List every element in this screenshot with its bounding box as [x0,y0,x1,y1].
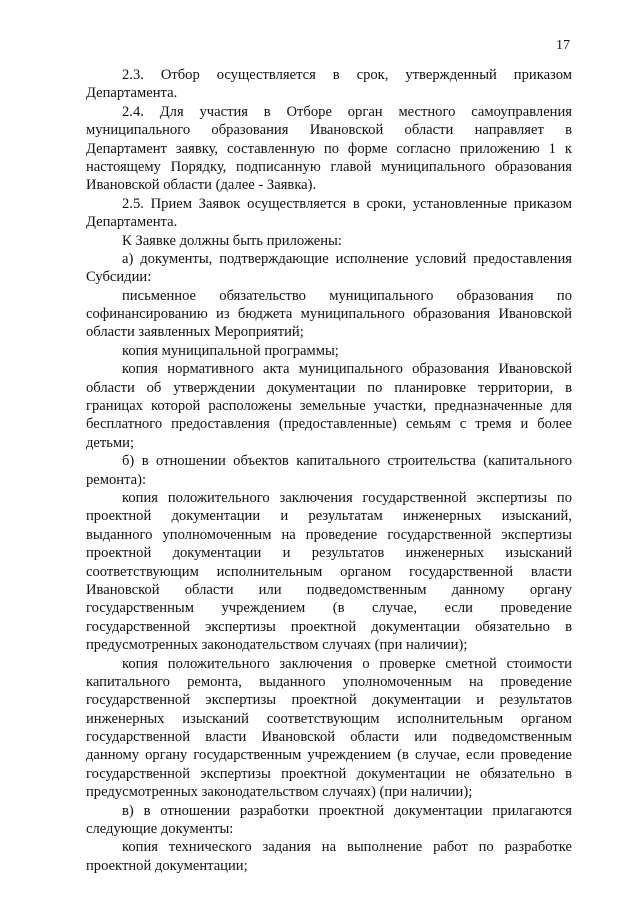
paragraph-line: 2.4. Для участия в Отборе орган местного самоуправления [122,103,572,120]
paragraph [86,802,572,839]
paragraph [86,250,572,287]
paragraph-line: государственной экспертизы проектной документации и результатов [86,692,572,709]
paragraph [86,287,572,342]
paragraph-line: Ивановской области (далее - Заявка). [86,177,317,194]
paragraph [86,195,572,232]
paragraph [86,452,572,489]
paragraph-line: выданного уполномоченным на проведение государственной экспертизы [86,526,572,543]
paragraph-line: Департамент заявку, составленную по форме согласно приложению 1 к [86,140,572,157]
paragraph-line: копия положительного заключения о проверке сметной стоимости [122,655,572,672]
paragraph-line: софинансированию из бюджета муниципального образования Ивановской [86,306,572,323]
paragraph-line: бесплатного предоставления (предоставленные) семьям с тремя и более [86,416,572,433]
paragraph-line: предусмотренных законодательством случаях) (при наличии); [86,784,473,801]
paragraph-line: копия технического задания на выполнение работ по разработке [122,839,572,856]
paragraph [86,489,572,655]
page-number: 17 [556,38,570,53]
paragraph [86,232,572,250]
paragraph-line: государственным учреждением (в случае, если проведение [86,600,572,617]
paragraph-line: Департамента. [86,214,178,231]
paragraph-line: проектной документации и результатов инженерных изысканий [86,545,572,562]
paragraph-line: предусмотренных законодательством случаях (при наличии); [86,637,468,654]
paragraph-line: копия муниципальной программы; [122,342,339,359]
paragraph-line: а) документы, подтверждающие исполнение условий предоставления [122,250,572,267]
paragraph-line: государственной власти Ивановской области или подведомственным [86,729,572,746]
paragraph-line: Субсидии: [86,269,152,286]
paragraph-line: проектной документации; [86,857,248,874]
paragraph-line: настоящему Порядку, подписанную главой муниципального образования [86,158,572,175]
paragraph-line: данному органу государственным учреждением (в случае, если проведение [86,747,572,764]
document-body [86,66,572,875]
paragraph-line: области об утверждении документации по планировке территории, в [86,379,572,396]
paragraph-line: письменное обязательство муниципального образования по [122,287,572,304]
paragraph [86,66,572,103]
paragraph-line: в) в отношении разработки проектной документации прилагаются [122,802,572,819]
paragraph-line: инженерных изысканий соответствующим исполнительным органом [86,710,572,727]
paragraph-line: проектной документации и результатам инженерных изысканий, [86,508,572,525]
paragraph-line: соответствующим исполнительным органом государственной власти [86,563,572,580]
paragraph-line: ремонта): [86,471,147,488]
paragraph-line: К Заявке должны быть приложены: [122,232,342,249]
paragraph-line: детьми; [86,434,135,451]
paragraph-line: государственной экспертизы проектной документации не обязательно в [86,765,572,782]
paragraph [86,655,572,802]
paragraph-line: Департамента. [86,85,178,102]
paragraph [86,838,572,875]
paragraph-line: копия нормативного акта муниципального образования Ивановской [122,361,572,378]
paragraph-line: муниципального образования Ивановской области направляет в [86,122,572,139]
paragraph-line: 2.5. Прием Заявок осуществляется в сроки, установленные приказом [122,195,572,212]
paragraph [86,103,572,195]
paragraph-line: 2.3. Отбор осуществляется в срок, утвержденный приказом [122,67,572,83]
paragraph-line: б) в отношении объектов капитального строительства (капитального [122,453,572,470]
paragraph-line: капитального ремонта, выданного уполномоченным на проведение [86,673,572,690]
paragraph-line: копия положительного заключения государственной экспертизы по [122,489,572,506]
paragraph-line: следующие документы: [86,821,234,838]
paragraph-line: границах которой расположены земельные участки, предназначенные для [86,398,572,415]
paragraph-line: Ивановской области или подведомственным данному органу [86,581,572,598]
paragraph-line: области заявленных Мероприятий; [86,324,304,341]
paragraph [86,360,572,452]
paragraph-line: государственной экспертизы проектной документации обязательно в [86,618,572,635]
paragraph [86,342,572,360]
